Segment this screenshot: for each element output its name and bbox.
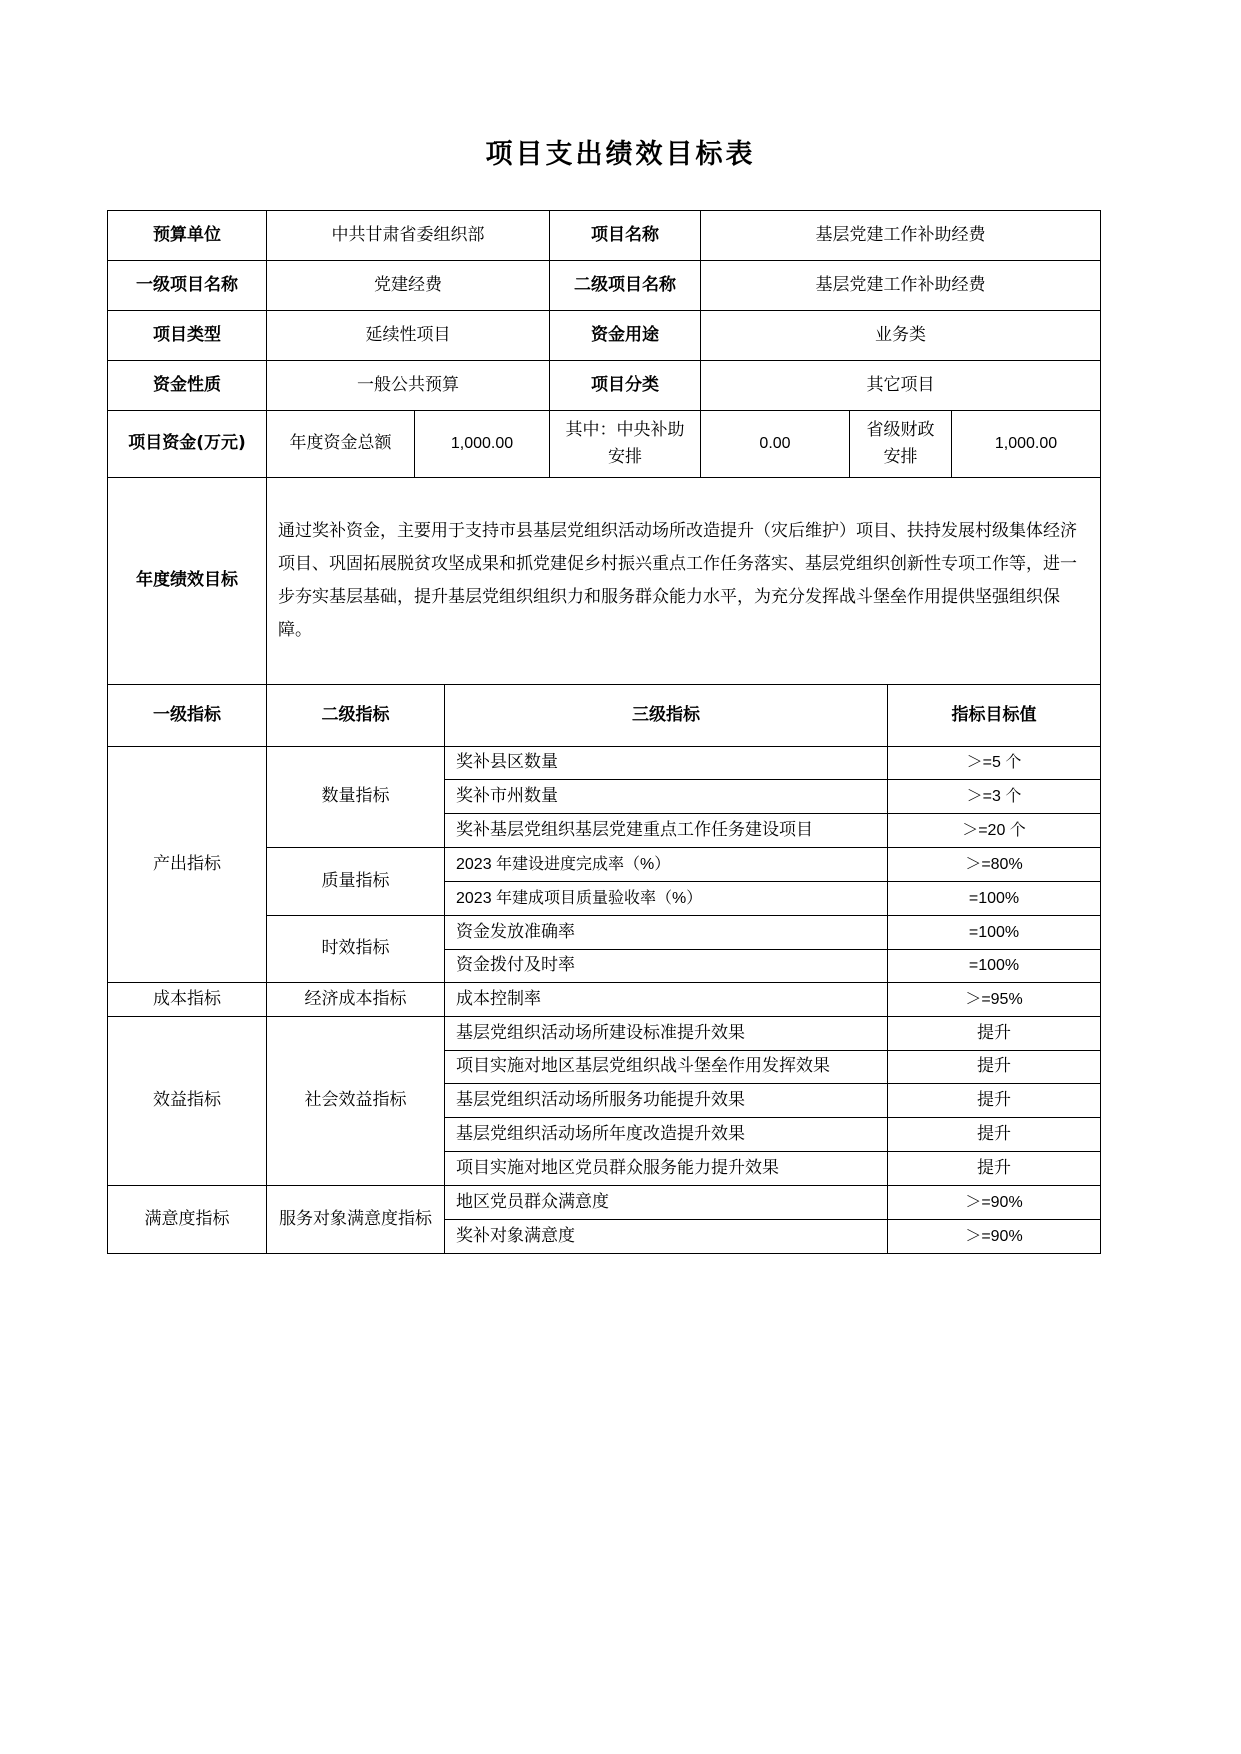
project-name-value: 基层党建工作补助经费 [701,211,1101,261]
header-target: 指标目标值 [888,685,1101,747]
annual-goal-text: 通过奖补资金，主要用于支持市县基层党组织活动场所改造提升（灾后维护）项目、扶持发展村级集体经济项目、巩固拓展脱贫攻坚成果和抓党建促乡村振兴重点工作任务落实、基层党组织创新性专项工作等，进一步夯实基层基础，提升基层党组织组织力和服务群众能力水平，为充分发挥战斗堡垒作用提供坚强组织保障。 [267,478,1101,685]
budget-unit-label: 预算单位 [108,211,267,261]
indicators-header-row [108,685,1101,747]
indicator-target: =100% [888,916,1101,950]
table-row [108,747,1101,780]
indicator-target: ＞=90% [888,1186,1101,1220]
indicator-name: 地区党员群众满意度 [445,1186,888,1220]
indicator-target: 提升 [888,1084,1101,1118]
indicator-name: 项目实施对地区党员群众服务能力提升效果 [445,1152,888,1186]
level2-name-value: 基层党建工作补助经费 [701,261,1101,311]
info-row-funds [108,411,1101,478]
indicator-name: 奖补基层党组织基层党建重点工作任务建设项目 [445,814,888,848]
indicator-target: ＞=20 个 [888,814,1101,848]
indicator-target: 提升 [888,1017,1101,1051]
table-row [108,1186,1101,1220]
indicator-name: 奖补对象满意度 [445,1220,888,1254]
indicator-name: 资金发放准确率 [445,916,888,950]
indicator-target: ＞=95% [888,983,1101,1017]
header-level2: 二级指标 [267,685,445,747]
level2-timeliness: 时效指标 [267,916,445,983]
indicators-table [107,684,1101,1254]
level1-benefit: 效益指标 [108,1017,267,1186]
header-level3: 三级指标 [445,685,888,747]
info-row-annual-goal [108,478,1101,685]
header-level1: 一级指标 [108,685,267,747]
fund-nature-label: 资金性质 [108,361,267,411]
info-row-budget-unit [108,211,1101,261]
indicator-name: 基层党组织活动场所年度改造提升效果 [445,1118,888,1152]
indicator-name: 基层党组织活动场所建设标准提升效果 [445,1017,888,1051]
level2-quality: 质量指标 [267,848,445,916]
indicator-target: ＞=5 个 [888,747,1101,780]
table-row [108,1017,1101,1051]
level1-cost: 成本指标 [108,983,267,1017]
indicator-target: 提升 [888,1051,1101,1084]
indicator-name: 奖补市州数量 [445,780,888,814]
level2-economic-cost: 经济成本指标 [267,983,445,1017]
table-row [108,983,1101,1017]
annual-goal-label: 年度绩效目标 [108,478,267,685]
project-category-value: 其它项目 [701,361,1101,411]
info-row-project-type [108,311,1101,361]
indicator-target: 提升 [888,1152,1101,1186]
provincial-label: 省级财政安排 [850,411,952,478]
level1-name-label: 一级项目名称 [108,261,267,311]
budget-unit-value: 中共甘肃省委组织部 [267,211,550,261]
level1-output: 产出指标 [108,747,267,983]
indicator-name: 资金拨付及时率 [445,950,888,983]
project-type-label: 项目类型 [108,311,267,361]
level2-name-label: 二级项目名称 [550,261,701,311]
indicator-target: ＞=90% [888,1220,1101,1254]
project-info-table [107,210,1101,685]
level2-quantity: 数量指标 [267,747,445,848]
page-title: 项目支出绩效目标表 [485,139,756,170]
fund-use-label: 资金用途 [550,311,701,361]
indicator-target: =100% [888,950,1101,983]
level2-social-benefit: 社会效益指标 [267,1017,445,1186]
level1-satisfaction: 满意度指标 [108,1186,267,1254]
fund-use-value: 业务类 [701,311,1101,361]
fund-nature-value: 一般公共预算 [267,361,550,411]
funds-label: 项目资金(万元) [108,411,267,478]
indicator-target: =100% [888,882,1101,916]
indicator-name: 成本控制率 [445,983,888,1017]
central-subsidy-value: 0.00 [701,411,850,478]
info-row-level-names [108,261,1101,311]
indicator-name: 项目实施对地区基层党组织战斗堡垒作用发挥效果 [445,1051,888,1084]
info-row-fund-nature [108,361,1101,411]
indicator-target: ＞=80% [888,848,1101,882]
level1-name-value: 党建经费 [267,261,550,311]
project-type-value: 延续性项目 [267,311,550,361]
provincial-value: 1,000.00 [952,411,1101,478]
indicator-name: 奖补县区数量 [445,747,888,780]
level2-service-satisfaction: 服务对象满意度指标 [267,1186,445,1254]
indicator-name: 2023 年建成项目质量验收率（%） [445,882,888,916]
annual-total-label: 年度资金总额 [267,411,415,478]
project-category-label: 项目分类 [550,361,701,411]
indicator-name: 基层党组织活动场所服务功能提升效果 [445,1084,888,1118]
central-subsidy-label: 其中：中央补助安排 [550,411,701,478]
project-name-label: 项目名称 [550,211,701,261]
indicator-name: 2023 年建设进度完成率（%） [445,848,888,882]
indicator-target: 提升 [888,1118,1101,1152]
annual-total-value: 1,000.00 [415,411,550,478]
indicator-target: ＞=3 个 [888,780,1101,814]
